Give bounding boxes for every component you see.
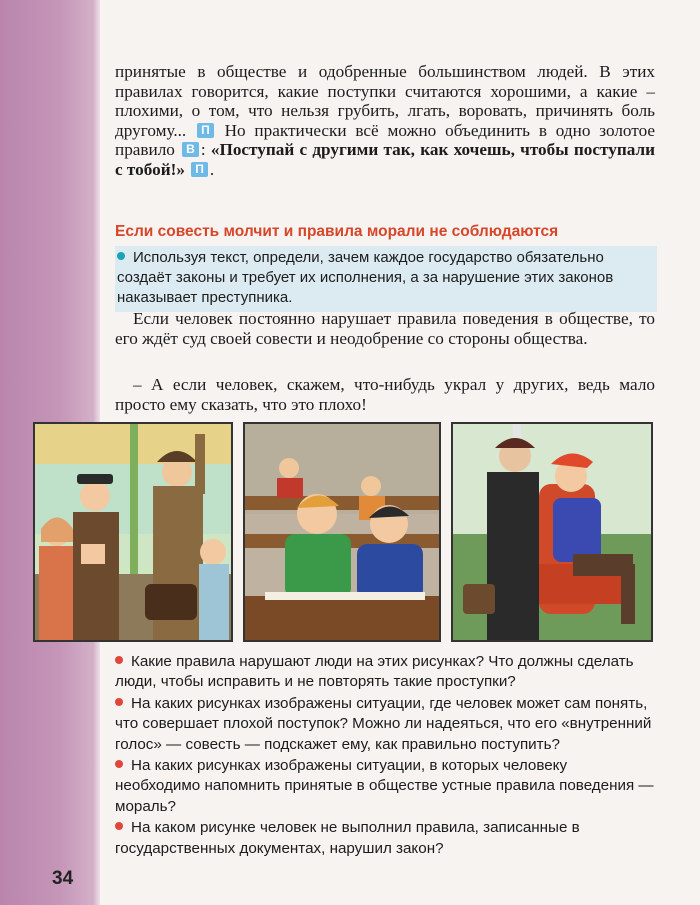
section-heading: Если совесть молчит и правила морали не соблюдаются xyxy=(115,223,559,240)
task-box xyxy=(115,246,657,312)
question-text: На каком рисунке человек не выполнил правила, записанные в государственных документах, нарушил закон? xyxy=(115,819,580,857)
intro-text-b: Но практически всё можно объединить в одно золотое правило xyxy=(115,120,656,160)
marker-p-2: П xyxy=(191,162,208,177)
question-item xyxy=(115,818,655,859)
question-item xyxy=(115,652,655,693)
intro-period: . xyxy=(209,159,215,179)
question-item xyxy=(115,694,655,755)
intro-colon: : xyxy=(200,140,206,160)
bullet-icon xyxy=(115,698,123,706)
golden-rule: «Поступай с другими так, как хочешь, чтобы поступали с тобой!» xyxy=(115,140,656,179)
bullet-icon xyxy=(115,822,123,830)
intro-text-a: принятые в обществе и одобренные большинством людей. В этих правилах говорится, какие поступки считаются хорошими, а какие – плохими, о том, что нельзя грубить, лгать, воровать, причинять боль другому... xyxy=(115,62,655,140)
question-item xyxy=(115,756,655,817)
paragraph-conscience: Если человек постоянно нарушает правила поведения в обществе, то его ждёт суд своей совести и неодобрение со стороны общества. xyxy=(115,309,655,348)
question-text: Какие правила нарушают люди на этих рисунках? Что должны сделать люди, чтобы исправить и не повторять такие проступки? xyxy=(115,653,634,691)
marker-v: В xyxy=(182,142,199,157)
bullet-icon xyxy=(117,252,125,260)
bullet-icon xyxy=(115,760,123,768)
marker-p: П xyxy=(197,123,214,138)
task-text: Используя текст, определи, зачем каждое государство обязательно создаёт законы и требует их исполнения, а за нарушение этих законов наказывает преступника. xyxy=(117,249,614,306)
questions-list xyxy=(115,652,655,860)
question-text: На каких рисунках изображены ситуации, где человек может сам понять, что совершает плохой поступок? Можно ли надеяться, что его «внутренний голос» — совесть — подскажет ему, как правильно поступить? xyxy=(115,694,652,753)
paragraph-stealing: – А если человек, скажем, что-нибудь украл у других, ведь мало просто ему сказать, что это плохо! xyxy=(115,375,655,414)
intro-paragraph xyxy=(115,62,655,180)
page-number: 34 xyxy=(52,868,74,889)
question-text: На каких рисунках изображены ситуации, в которых человеку необходимо напомнить принятые в обществе устные правила поведения — мораль? xyxy=(115,757,654,815)
illustration-bus-seat xyxy=(451,422,653,642)
bullet-icon xyxy=(115,656,123,664)
illustration-classroom xyxy=(243,422,441,642)
illustration-bus-pickpocket xyxy=(33,422,233,642)
